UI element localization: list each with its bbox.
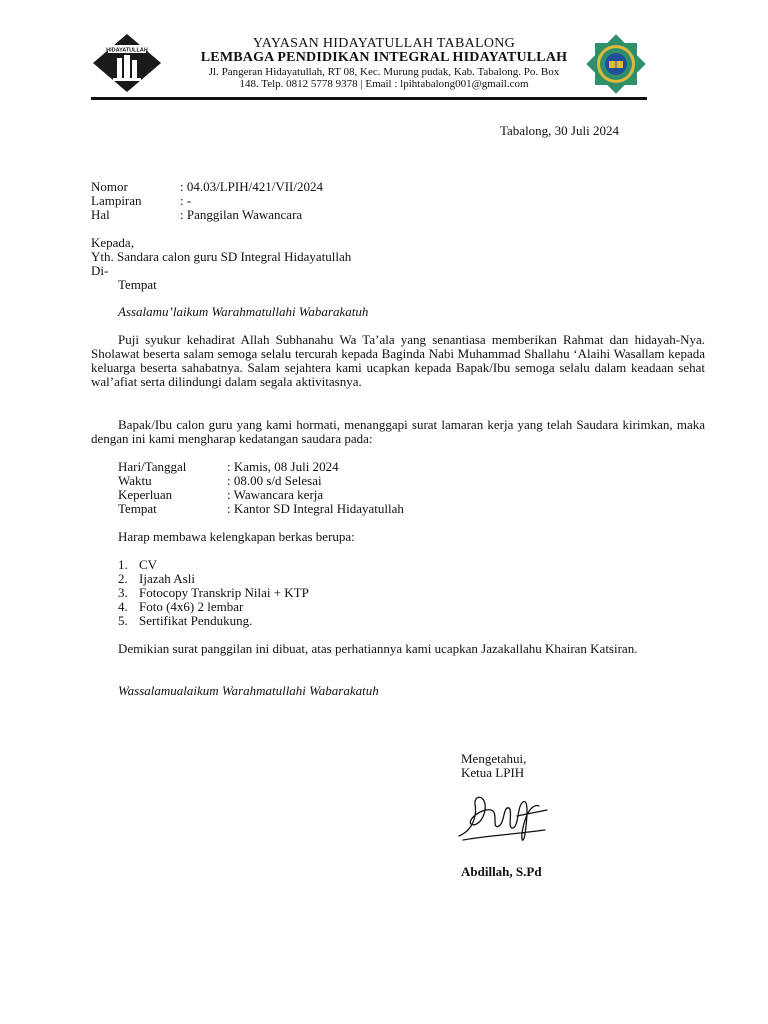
- handwritten-signature: [455, 790, 560, 852]
- closing-greeting: Wassalamualaikum Warahmatullahi Wabarakatuh: [118, 683, 379, 698]
- recipient-line-1: Kepada,: [91, 235, 134, 250]
- signature-acknowledged: Mengetahui,: [461, 751, 527, 766]
- letter-date: Tabalong, 30 Juli 2024: [500, 123, 619, 138]
- foundation-name: YAYASAN HIDAYATULLAH TABALONG: [252, 36, 516, 51]
- letterhead-divider: [91, 97, 647, 100]
- meta-label-nomor: Nomor: [91, 179, 128, 194]
- list-item-number: 4.: [118, 599, 128, 614]
- list-item-number: 1.: [118, 557, 128, 572]
- signature-title: Ketua LPIH: [461, 765, 525, 780]
- recipient-line-3: Di-: [91, 263, 109, 278]
- address-line-1: Jl. Pangeran Hidayatullah, RT 08, Kec. Murung pudak, Kab. Tabalong. Po. Box: [208, 66, 560, 78]
- requirements-intro: Harap membawa kelengkapan berkas berupa:: [118, 529, 355, 544]
- body-paragraph-1: Puji syukur kehadirat Allah Subhanahu Wa Ta’ala yang senantiasa memberikan Rahmat dan hidayah-Nya. Sholawat beserta salam semoga selalu tercurah kepada Baginda Nabi Muhammad Shallahu ‘Alaihi Wasallam kepada keluarga beserta sahabatnya. Salam sejahtera kami ucapkan kepada Bapak/Ibu semoga selalu dalam keadaan sehat wal’afiat serta dilindungi dalam segala aktivitasnya.: [91, 332, 705, 389]
- schedule-value-place: : Kantor SD Integral Hidayatullah: [227, 501, 404, 516]
- list-item: Ijazah Asli: [139, 571, 195, 586]
- recipient-line-4: Tempat: [118, 277, 157, 292]
- list-item: Fotocopy Transkrip Nilai + KTP: [139, 585, 309, 600]
- logo-caption: HIDAYATULLAH: [106, 47, 148, 54]
- institution-name: LEMBAGA PENDIDIKAN INTEGRAL HIDAYATULLAH: [200, 50, 568, 65]
- list-item: Sertifikat Pendukung.: [139, 613, 253, 628]
- schedule-label-date: Hari/Tanggal: [118, 459, 187, 474]
- signatory-name: Abdillah, S.Pd: [461, 864, 542, 879]
- lpih-emblem-icon: [585, 33, 647, 95]
- list-item-number: 2.: [118, 571, 128, 586]
- meta-label-hal: Hal: [91, 207, 110, 222]
- schedule-label-time: Waktu: [118, 473, 152, 488]
- schedule-label-place: Tempat: [118, 501, 157, 516]
- schedule-label-purpose: Keperluan: [118, 487, 173, 502]
- body-paragraph-2: Bapak/Ibu calon guru yang kami hormati, menanggapi surat lamaran kerja yang telah Saudara kirimkan, maka dengan ini kami mengharap kedatangan saudara pada:: [91, 417, 705, 446]
- list-item: CV: [139, 557, 158, 572]
- schedule-value-time: : 08.00 s/d Selesai: [227, 473, 322, 488]
- meta-value-hal: : Panggilan Wawancara: [180, 207, 303, 222]
- list-item-number: 3.: [118, 585, 128, 600]
- list-item-number: 5.: [118, 613, 128, 628]
- meta-value-lampiran: : -: [180, 193, 192, 208]
- meta-value-nomor: : 04.03/LPIH/421/VII/2024: [180, 179, 323, 194]
- address-line-2: 148. Telp. 0812 5778 9378 | Email : lpihtabalong001@gmail.com: [239, 78, 529, 90]
- meta-label-lampiran: Lampiran: [91, 193, 142, 208]
- closing-paragraph: Demikian surat panggilan ini dibuat, atas perhatiannya kami ucapkan Jazakallahu Khairan Katsiran.: [118, 641, 638, 656]
- list-item: Foto (4x6) 2 lembar: [139, 599, 244, 614]
- opening-greeting: Assalamu’laikum Warahmatullahi Wabarakatuh: [118, 304, 369, 319]
- recipient-line-2: Yth. Sandara calon guru SD Integral Hidayatullah: [91, 249, 352, 264]
- schedule-value-date: : Kamis, 08 Juli 2024: [227, 459, 339, 474]
- schedule-value-purpose: : Wawancara kerja: [227, 487, 324, 502]
